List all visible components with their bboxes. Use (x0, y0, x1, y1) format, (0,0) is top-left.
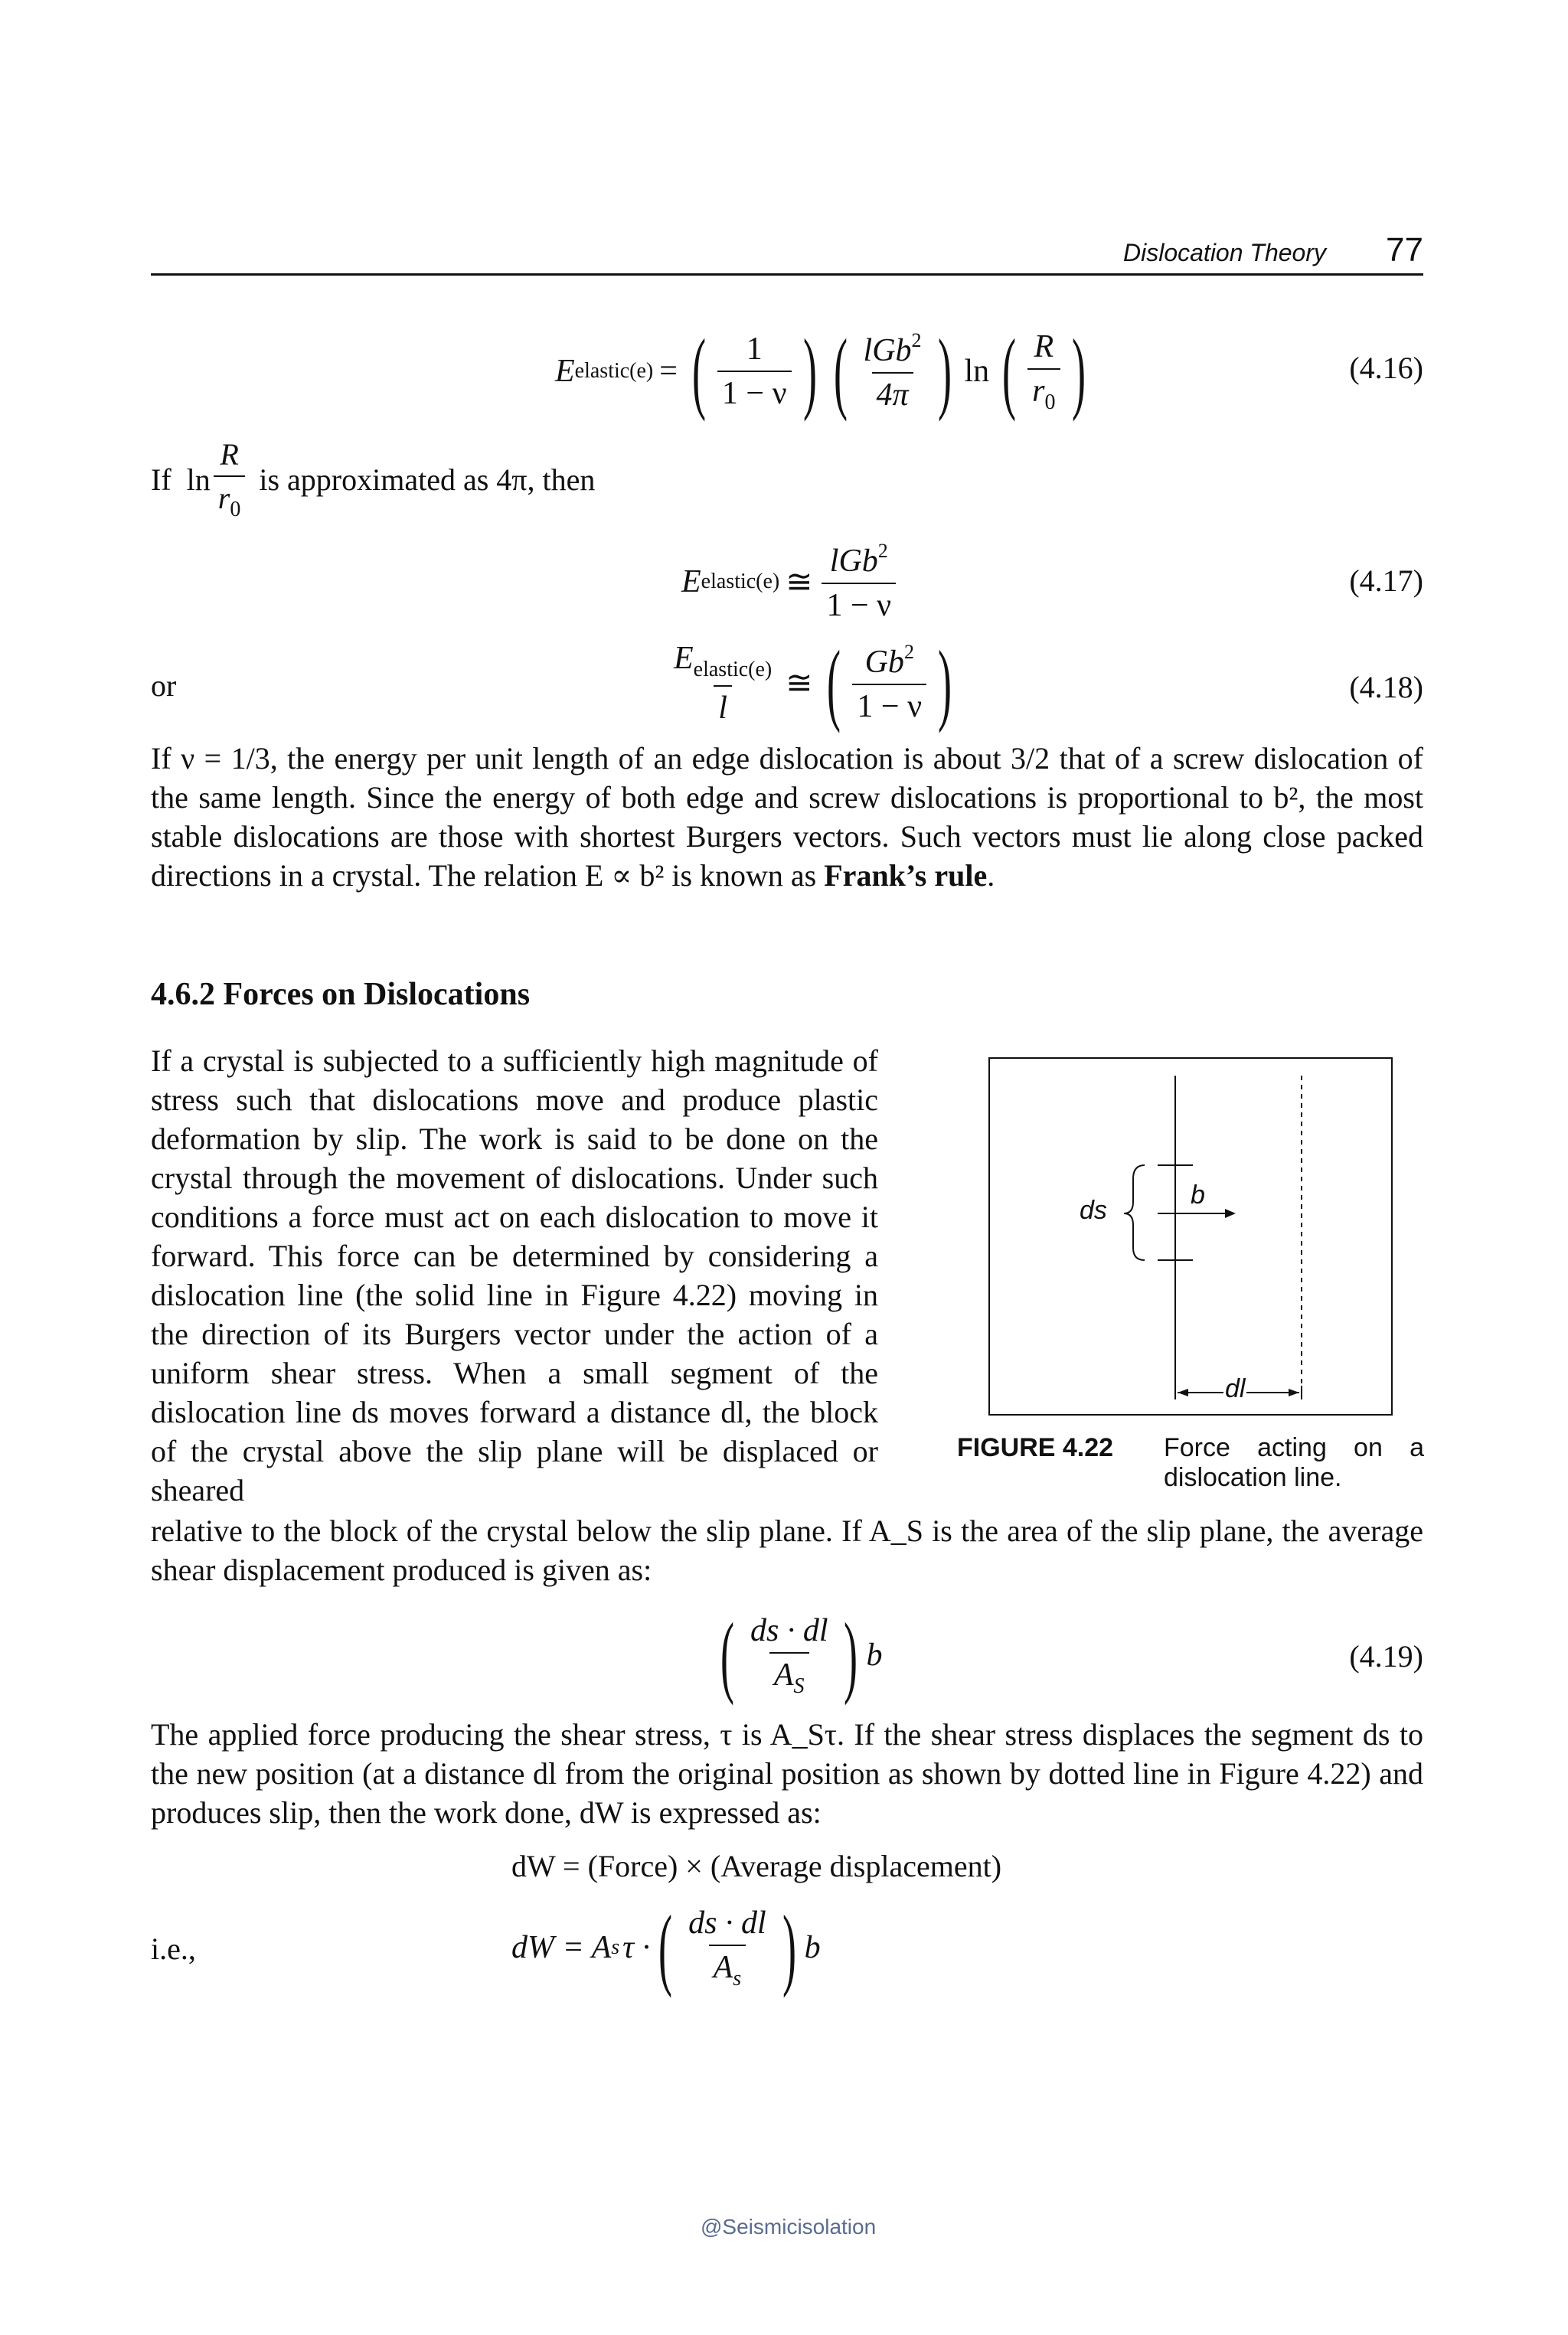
page-number: 77 (1386, 231, 1423, 269)
equation-number-4-18: (4.18) (1349, 670, 1423, 704)
or-label: or (151, 668, 177, 703)
figure-4-22-diagram (988, 1056, 1393, 1416)
approximation-line: If ln $\frac{R}{r_0}$ is approximated as 4π, then (151, 437, 596, 521)
paragraph-work-done: The applied force producing the shear stress, τ is A_Sτ. If the shear stress displaces the segment ds to the new position (at a distance dl from the original position as shown by dotted line in Figure 4.22) and produces slip, then the work done, dW is expressed as: (151, 1717, 1423, 1830)
equation-number-4-19: (4.19) (1349, 1639, 1423, 1674)
equation-number-4-17: (4.17) (1349, 563, 1423, 598)
running-header-title: Dislocation Theory (1123, 239, 1326, 266)
figure-caption (957, 1433, 1424, 1493)
figure-caption-label: FIGURE 4.22 (957, 1433, 1114, 1462)
equation-4-16: E elastic(e) = ( $\frac{1}{1 - \nu}$ ) ( $\frac{lGb^2}{4\pi}$ ) ln ( $\frac{R}{r_0}$ ) (555, 320, 1086, 422)
figure-4-22 (988, 1056, 1393, 1416)
burgers-vector-arrow (1225, 1209, 1236, 1218)
figure-caption-text-2: dislocation line. (1164, 1463, 1342, 1492)
label-dl: dl (1225, 1374, 1246, 1403)
ie-label: i.e., (151, 1932, 196, 1966)
paragraph-franks-rule: If ν = 1/3, the energy per unit length of an edge dislocation is about 3/2 that of a screw dislocation of the same length. Since the energy of both edge and screw dislocations is proportional to b², the most stable dislocations are those with shortest Burgers vectors. Such vectors must lie along close packed directions in a crystal. The relation E ∝ b² is known as Frank’s rule. (151, 741, 1423, 893)
equation-dw-expanded: dW = A s τ · ( $\frac{ds \cdot dl}{A_s}$ ) b (511, 1896, 821, 1998)
header-rule (151, 273, 1423, 276)
figure-caption-text-1: Force acting on a (1164, 1433, 1424, 1462)
equation-number-4-16: (4.16) (1349, 351, 1423, 385)
equation-4-18: $\frac{E_{elastic(e)}}{l}$ ≅ ( $\frac{Gb^2}{1 - \nu}$ ) (674, 632, 952, 733)
label-ds: ds (1080, 1196, 1107, 1225)
section-heading: 4.6.2 Forces on Dislocations (151, 977, 531, 1012)
watermark: @Seismicisolation (701, 2215, 877, 2239)
ds-brace (1124, 1165, 1145, 1260)
paragraph-forces-narrow: If a crystal is subjected to a sufficiently high magnitude of stress such that dislocations move and produce plastic deformation by slip. The work is said to be done on the crystal through the movement of dislocations. Under such conditions a force must act on each dislocation to move it forward. This force can be determined by considering a dislocation line (the solid line in Figure 4.22) moving in the direction of its Burgers vector under the action of a uniform shear stress. When a small segment of the dislocation line ds moves forward a distance dl, the block of the crystal above the slip plane will be displaced or sheared (151, 1043, 878, 1507)
equation-dw-definition: dW = (Force) × (Average displacement) (511, 1849, 1002, 1883)
paragraph-forces-full: relative to the block of the crystal below the slip plane. If A_S is the area of the slip plane, the average shear displacement produced is given as: (151, 1514, 1423, 1587)
label-b: b (1191, 1181, 1205, 1210)
equation-4-19: ( $\frac{ds \cdot dl}{A_S}$ ) b (720, 1604, 883, 1706)
equation-4-17: E elastic(e) ≅ $\frac{lGb^2}{1 - \nu}$ (681, 540, 899, 624)
